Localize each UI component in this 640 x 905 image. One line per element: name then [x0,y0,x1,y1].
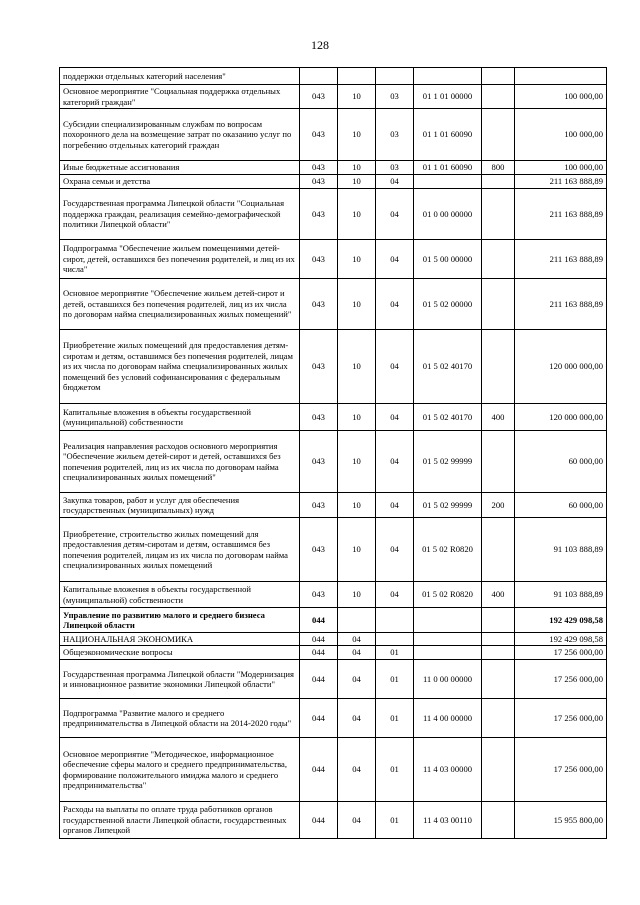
amount: 60 000,00 [515,493,607,518]
row-name: Управление по развитию малого и среднего бизнеса Липецкой области [60,608,300,633]
row-name: Основное мероприятие "Методическое, информационное обеспечение сферы малого и среднего предпринимательства, формирование положительного имиджа малого и среднего предпринимательства" [60,738,300,802]
amount: 60 000,00 [515,431,607,493]
ministry-code: 044 [300,802,338,839]
expense-type-code [482,431,515,493]
table-row [60,161,607,175]
section-code: 04 [338,738,376,802]
ministry-code: 044 [300,738,338,802]
ministry-code: 044 [300,633,338,646]
budget-table [59,67,607,839]
target-article-code [414,646,482,660]
subsection-code: 04 [376,240,414,279]
section-code: 10 [338,431,376,493]
amount: 211 163 888,89 [515,189,607,240]
amount [515,68,607,85]
table-row [60,699,607,738]
amount: 211 163 888,89 [515,279,607,330]
subsection-code: 04 [376,582,414,608]
target-article-code: 01 1 01 00000 [414,85,482,109]
amount: 17 256 000,00 [515,738,607,802]
ministry-code: 043 [300,330,338,404]
subsection-code: 01 [376,738,414,802]
ministry-code: 043 [300,161,338,175]
row-name: Субсидии специализированным службам по вопросам похоронного дела на возмещение затрат по оказанию услуг по погребению отдельных категорий граждан [60,109,300,161]
section-code: 04 [338,633,376,646]
section-code: 10 [338,175,376,189]
row-name: Подпрограмма "Обеспечение жильем помещениями детей-сирот, детей, оставшихся без попечения родителей, и лиц из их числа" [60,240,300,279]
expense-type-code [482,68,515,85]
target-article-code: 01 0 00 00000 [414,189,482,240]
subsection-code: 04 [376,330,414,404]
table-row [60,330,607,404]
amount: 211 163 888,89 [515,240,607,279]
amount: 17 256 000,00 [515,646,607,660]
row-name: НАЦИОНАЛЬНАЯ ЭКОНОМИКА [60,633,300,646]
target-article-code [414,175,482,189]
ministry-code: 043 [300,109,338,161]
table-row [60,518,607,582]
expense-type-code [482,633,515,646]
subsection-code: 03 [376,161,414,175]
subsection-code: 01 [376,660,414,699]
section-code [338,68,376,85]
target-article-code [414,68,482,85]
subsection-code: 04 [376,189,414,240]
section-code: 04 [338,699,376,738]
section-code: 10 [338,279,376,330]
row-name: Капитальные вложения в объекты государственной (муниципальной) собственности [60,404,300,431]
section-code: 10 [338,240,376,279]
target-article-code: 01 5 02 99999 [414,493,482,518]
subsection-code: 04 [376,493,414,518]
amount: 120 000 000,00 [515,404,607,431]
expense-type-code [482,646,515,660]
budget-rows [60,68,607,839]
ministry-code: 044 [300,608,338,633]
target-article-code: 01 1 01 60090 [414,109,482,161]
row-name: Общеэкономические вопросы [60,646,300,660]
row-name: Реализация направления расходов основного мероприятия "Обеспечение жильем детей-сирот и детей, оставшихся без попечения родителей, лиц из их числа по договорам найма специализированных жилых помещений" [60,431,300,493]
expense-type-code [482,738,515,802]
ministry-code: 043 [300,85,338,109]
page-number: 128 [311,38,329,52]
expense-type-code [482,660,515,699]
subsection-code [376,68,414,85]
table-row [60,240,607,279]
ministry-code: 043 [300,493,338,518]
expense-type-code [482,802,515,839]
amount: 15 955 800,00 [515,802,607,839]
section-code [338,608,376,633]
target-article-code: 11 4 03 00110 [414,802,482,839]
expense-type-code [482,189,515,240]
amount: 91 103 888,89 [515,582,607,608]
ministry-code: 043 [300,582,338,608]
table-row [60,802,607,839]
section-code: 10 [338,330,376,404]
subsection-code: 04 [376,431,414,493]
amount: 120 000 000,00 [515,330,607,404]
amount: 100 000,00 [515,85,607,109]
target-article-code: 01 5 02 R0820 [414,582,482,608]
row-name: Охрана семьи и детства [60,175,300,189]
ministry-code: 043 [300,240,338,279]
row-name: Приобретение, строительство жилых помещений для предоставления детям-сиротам и детям, оставшимся без попечения родителей, лицам из их числа по договорам найма специализированных жилых помещений [60,518,300,582]
ministry-code: 043 [300,404,338,431]
row-name: Капитальные вложения в объекты государственной (муниципальной) собственности [60,582,300,608]
expense-type-code [482,518,515,582]
subsection-code: 01 [376,699,414,738]
table-row [60,85,607,109]
row-name: Государственная программа Липецкой области "Модернизация и инновационное развитие экономики Липецкой области" [60,660,300,699]
subsection-code: 01 [376,802,414,839]
target-article-code: 01 5 02 40170 [414,404,482,431]
section-code: 10 [338,109,376,161]
target-article-code: 01 5 02 00000 [414,279,482,330]
expense-type-code: 400 [482,582,515,608]
target-article-code [414,608,482,633]
amount: 100 000,00 [515,109,607,161]
subsection-code: 04 [376,175,414,189]
table-row [60,608,607,633]
section-code: 10 [338,518,376,582]
table-row [60,189,607,240]
table-row [60,660,607,699]
section-code: 10 [338,582,376,608]
ministry-code: 043 [300,175,338,189]
expense-type-code: 200 [482,493,515,518]
target-article-code: 01 5 02 40170 [414,330,482,404]
subsection-code [376,608,414,633]
amount: 192 429 098,58 [515,633,607,646]
section-code: 04 [338,660,376,699]
row-name: Подпрограмма "Развитие малого и среднего предпринимательства в Липецкой области на 2014-2020 годы" [60,699,300,738]
expense-type-code: 800 [482,161,515,175]
row-name: Закупка товаров, работ и услуг для обеспечения государственных (муниципальных) нужд [60,493,300,518]
amount: 211 163 888,89 [515,175,607,189]
ministry-code [300,68,338,85]
section-code: 04 [338,802,376,839]
row-name: Расходы на выплаты по оплате труда работников органов государственной власти Липецкой области, государственных органов Липецкой [60,802,300,839]
amount: 192 429 098,58 [515,608,607,633]
section-code: 10 [338,493,376,518]
ministry-code: 043 [300,279,338,330]
table-row [60,431,607,493]
section-code: 10 [338,404,376,431]
table-row [60,175,607,189]
table-row [60,109,607,161]
expense-type-code [482,85,515,109]
target-article-code: 01 5 02 99999 [414,431,482,493]
expense-type-code [482,330,515,404]
table-row [60,646,607,660]
expense-type-code [482,608,515,633]
expense-type-code [482,175,515,189]
subsection-code: 04 [376,279,414,330]
expense-type-code [482,240,515,279]
section-code: 10 [338,85,376,109]
target-article-code: 01 5 02 R0820 [414,518,482,582]
expense-type-code [482,699,515,738]
row-name: Основное мероприятие "Социальная поддержка отдельных категорий граждан" [60,85,300,109]
table-row [60,633,607,646]
subsection-code: 01 [376,646,414,660]
section-code: 10 [338,161,376,175]
subsection-code: 04 [376,518,414,582]
target-article-code [414,633,482,646]
table-row [60,493,607,518]
amount: 17 256 000,00 [515,660,607,699]
amount: 91 103 888,89 [515,518,607,582]
table-row [60,582,607,608]
target-article-code: 11 0 00 00000 [414,660,482,699]
subsection-code [376,633,414,646]
target-article-code: 11 4 03 00000 [414,738,482,802]
target-article-code: 01 5 00 00000 [414,240,482,279]
table-row [60,738,607,802]
row-name: Основное мероприятие "Обеспечение жильем детей-сирот и детей, оставшихся без попечения родителей, лиц из их числа по договорам найма специализированных жилых помещений" [60,279,300,330]
subsection-code: 03 [376,85,414,109]
ministry-code: 043 [300,431,338,493]
amount: 17 256 000,00 [515,699,607,738]
row-name: Иные бюджетные ассигнования [60,161,300,175]
row-name: поддержки отдельных категорий населения" [60,68,300,85]
table-row [60,404,607,431]
row-name: Приобретение жилых помещений для предоставления детям-сиротам и детям, оставшимся без попечения родителей, лицам из их числа по договорам найма специализированных жилых помещений без условий софинансирования с федеральным бюджетом [60,330,300,404]
table-row [60,68,607,85]
ministry-code: 044 [300,699,338,738]
target-article-code: 11 4 00 00000 [414,699,482,738]
ministry-code: 044 [300,660,338,699]
ministry-code: 043 [300,189,338,240]
row-name: Государственная программа Липецкой области "Социальная поддержка граждан, реализация семейно-демографической политики Липецкой области" [60,189,300,240]
section-code: 04 [338,646,376,660]
table-row [60,279,607,330]
ministry-code: 043 [300,518,338,582]
ministry-code: 044 [300,646,338,660]
expense-type-code [482,109,515,161]
target-article-code: 01 1 01 60090 [414,161,482,175]
section-code: 10 [338,189,376,240]
expense-type-code [482,279,515,330]
subsection-code: 04 [376,404,414,431]
amount: 100 000,00 [515,161,607,175]
subsection-code: 03 [376,109,414,161]
expense-type-code: 400 [482,404,515,431]
